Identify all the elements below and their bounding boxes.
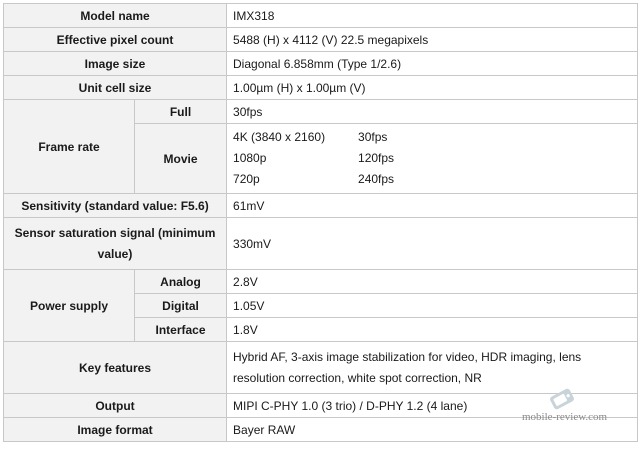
row-label-sensitivity: Sensitivity (standard value: F5.6) xyxy=(4,194,227,218)
movie-values xyxy=(227,124,638,194)
row-value-sensitivity: 61mV xyxy=(227,194,638,218)
row-value-output: MIPI C-PHY 1.0 (3 trio) / D-PHY 1.2 (4 lane) xyxy=(227,394,638,418)
row-label-image-format: Image format xyxy=(4,418,227,442)
spec-table xyxy=(3,3,638,442)
sub-value-analog: 2.8V xyxy=(227,270,638,294)
sub-value-interface: 1.8V xyxy=(227,318,638,342)
movie-fps: 30fps xyxy=(358,130,388,144)
table-row xyxy=(4,194,638,218)
sub-label-analog: Analog xyxy=(135,270,227,294)
sub-label-digital: Digital xyxy=(135,294,227,318)
movie-grid xyxy=(233,127,631,190)
row-label-frame-rate: Frame rate xyxy=(4,100,135,194)
table-row xyxy=(4,218,638,270)
mobile-review-logo-icon xyxy=(522,385,602,413)
row-label-effective-pixels: Effective pixel count xyxy=(4,28,227,52)
watermark-text: mobile-review.com xyxy=(522,411,608,423)
row-value-effective-pixels: 5488 (H) x 4112 (V) 22.5 megapixels xyxy=(227,28,638,52)
sub-label-movie: Movie xyxy=(135,124,227,194)
row-value-image-format: Bayer RAW xyxy=(227,418,638,442)
movie-fps: 120fps xyxy=(358,151,395,165)
table-row xyxy=(4,28,638,52)
sub-label-full: Full xyxy=(135,100,227,124)
row-label-power-supply: Power supply xyxy=(4,270,135,342)
table-row xyxy=(4,270,638,294)
watermark xyxy=(522,385,608,425)
row-value-key-features: Hybrid AF, 3-axis image stabilization for video, HDR imaging, lens resolution correction, white spot correction, NR xyxy=(227,342,638,394)
row-label-model-name: Model name xyxy=(4,4,227,28)
table-row xyxy=(4,100,638,124)
row-value-image-size: Diagonal 6.858mm (Type 1/2.6) xyxy=(227,52,638,76)
movie-format: 4K (3840 x 2160) xyxy=(233,130,326,144)
row-value-saturation: 330mV xyxy=(227,218,638,270)
row-label-saturation: Sensor saturation signal (minimum value) xyxy=(4,218,227,270)
row-label-image-size: Image size xyxy=(4,52,227,76)
sub-value-digital: 1.05V xyxy=(227,294,638,318)
table-row xyxy=(4,4,638,28)
table-row xyxy=(4,52,638,76)
sub-label-interface: Interface xyxy=(135,318,227,342)
row-value-model-name: IMX318 xyxy=(227,4,638,28)
row-label-key-features: Key features xyxy=(4,342,227,394)
sub-value-full: 30fps xyxy=(227,100,638,124)
row-label-output: Output xyxy=(4,394,227,418)
row-value-unit-cell: 1.00µm (H) x 1.00µm (V) xyxy=(227,76,638,100)
table-row xyxy=(4,76,638,100)
movie-format: 720p xyxy=(233,172,260,186)
movie-format: 1080p xyxy=(233,151,267,165)
movie-fps: 240fps xyxy=(358,172,395,186)
row-label-unit-cell: Unit cell size xyxy=(4,76,227,100)
